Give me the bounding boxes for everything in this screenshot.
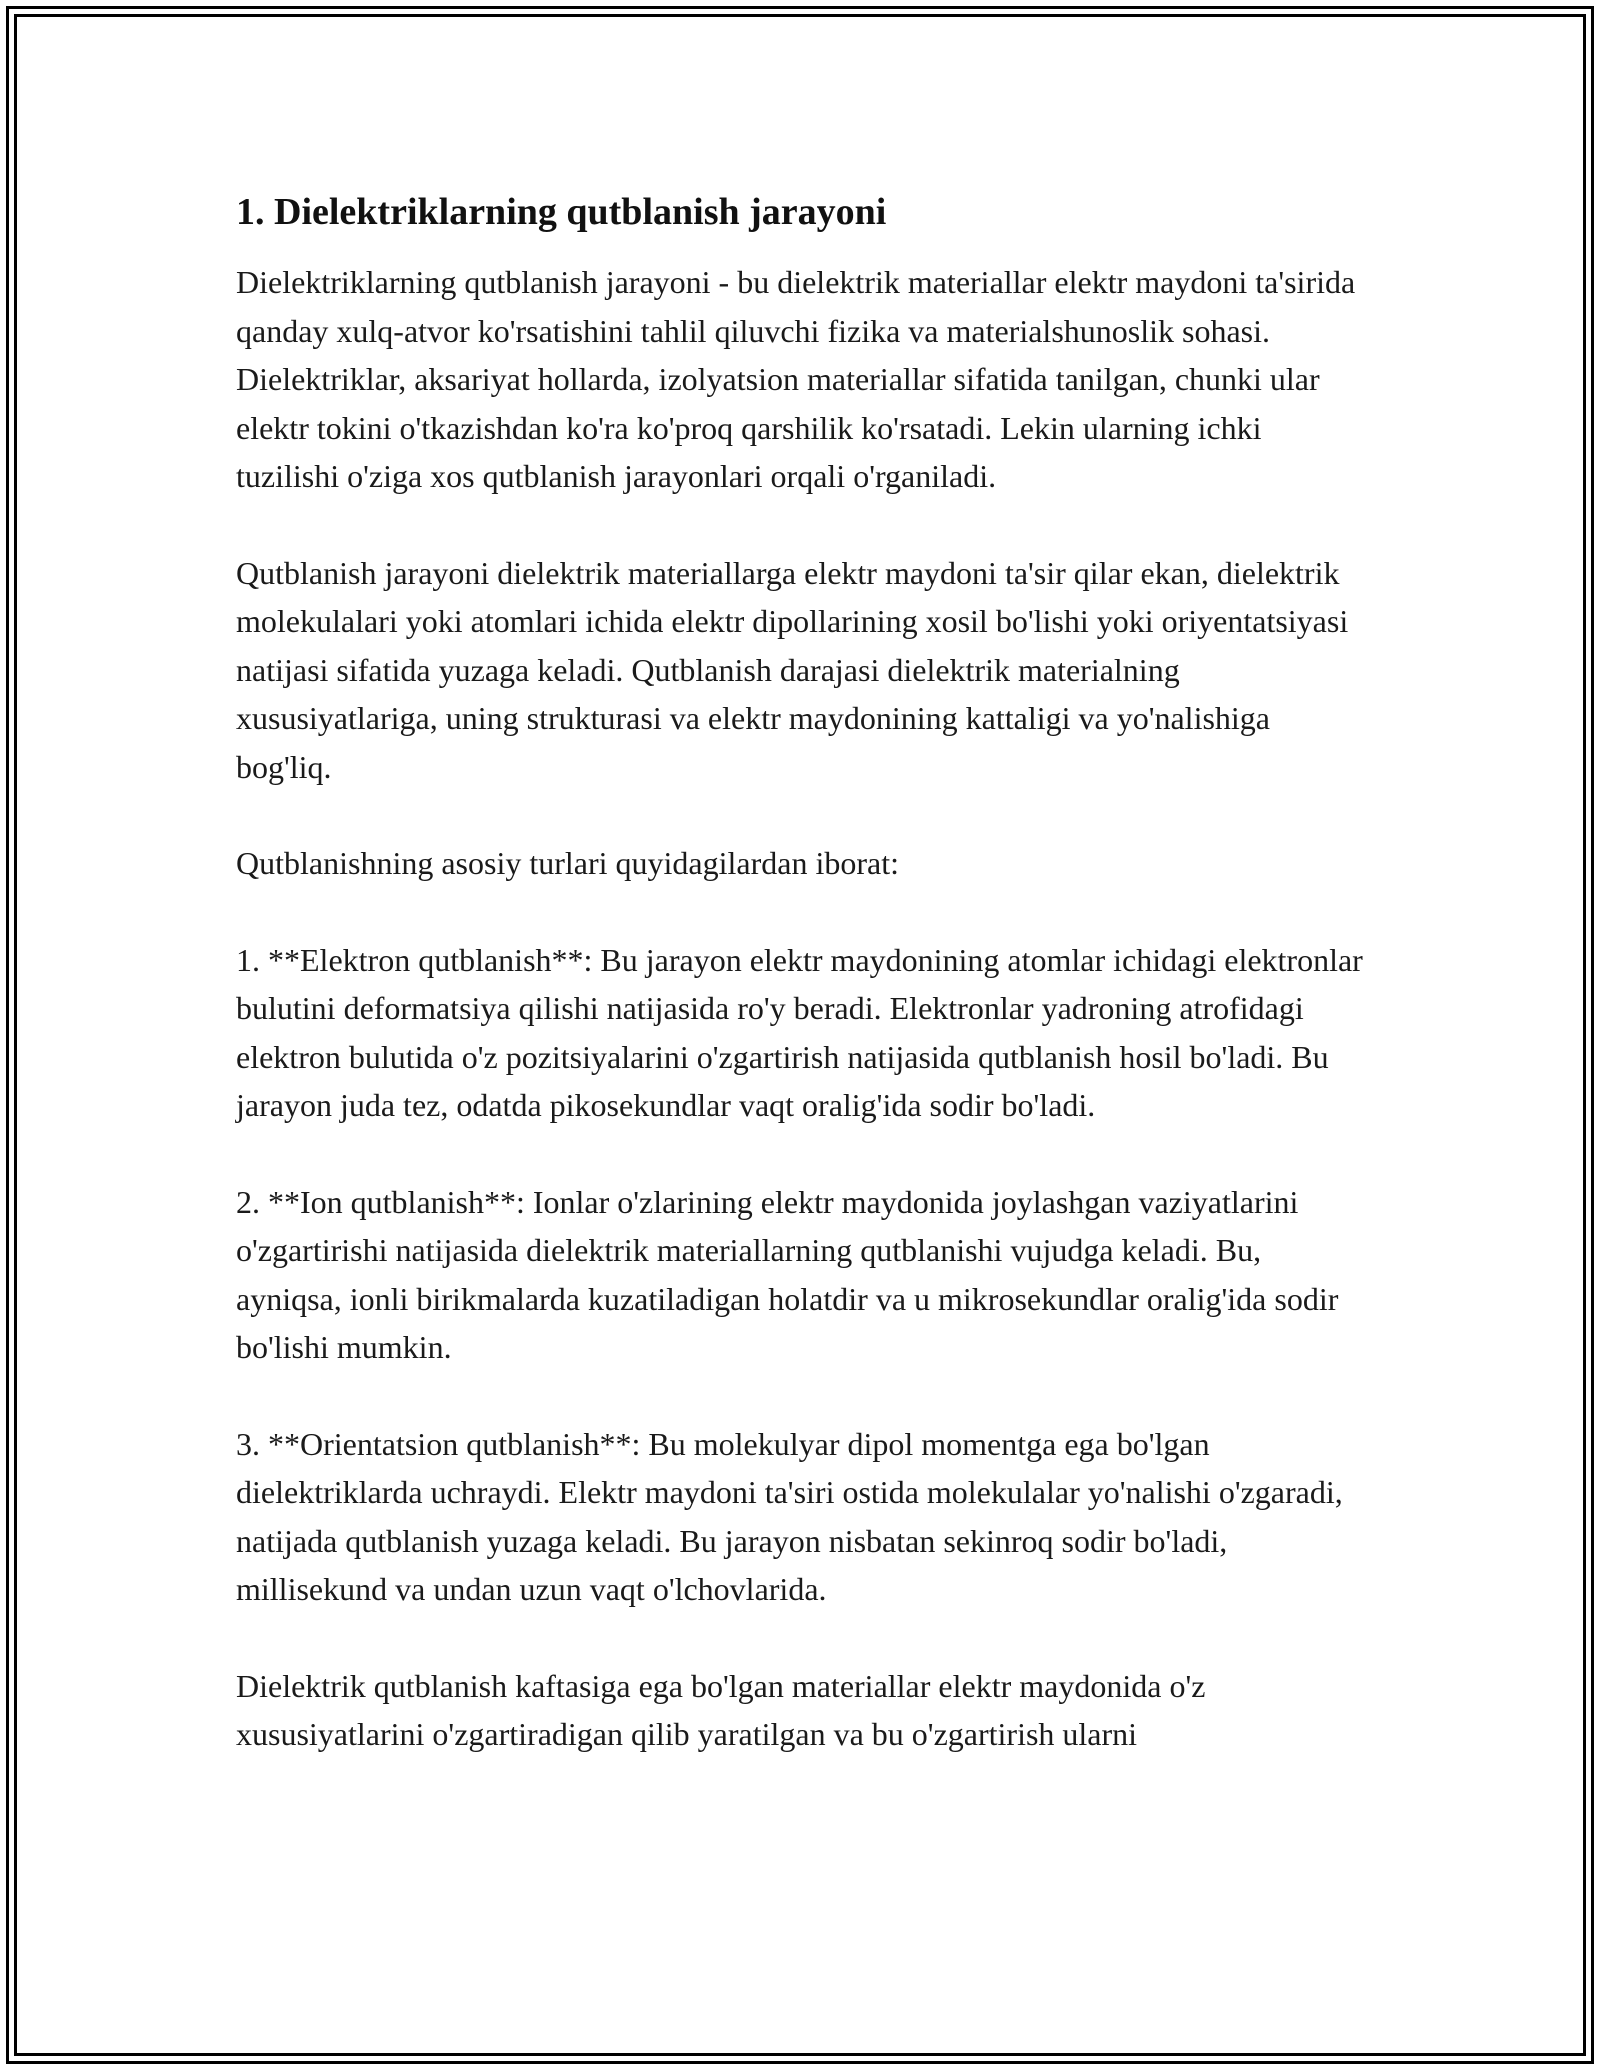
paragraph-intro: Dielektriklarning qutblanish jarayoni - bu dielektrik materiallar elektr maydoni ta'sirida qanday xulq-atvor ko'rsatishini tahlil qiluvchi fizika va materialshunoslik sohasi. Dielektriklar, aksariyat hollarda, izolyatsion materiallar sifatida tanilgan, chunki ular elektr tokini o'tkazishdan ko'ra ko'proq qarshilik ko'rsatadi. Lekin ularning ichki tuzilishi o'ziga xos qutblanish jarayonlari orqali o'rganiladi.	[236, 264, 1356, 494]
paragraph-types-heading: Qutblanishning asosiy turlari quyidagilardan iborat:	[236, 845, 899, 881]
list-item-electron-polarization: 1. **Elektron qutblanish**: Bu jarayon elektr maydonining atomlar ichidagi elektronlar bulutini deformatsiya qilishi natijasida ro'y beradi. Elektronlar yadroning atrofidagi elektron bulutida o'z pozitsiyalarini o'zgartirish natijasida qutblanish hosil bo'ladi. Bu jarayon juda tez, odatda pikosekundlar vaqt oralig'ida sodir bo'ladi.	[236, 941, 1363, 1123]
paragraph-conclusion: Dielektrik qutblanish kaftasiga ega bo'lgan materiallar elektr maydonida o'z xususiyatlarini o'zgartiradigan qilib yaratilgan va bu o'zgartirish ularni	[236, 1667, 1206, 1752]
document-title: 1. Dielektriklarning qutblanish jarayoni	[236, 191, 887, 233]
list-item-orientation-polarization: 3. **Orientatsion qutblanish**: Bu molekulyar dipol momentga ega bo'lgan dielektriklarda uchraydi. Elektr maydoni ta'siri ostida molekulalar yo'nalishi o'zgaradi, natijada qutblanish yuzaga keladi. Bu jarayon nisbatan sekinroq sodir bo'ladi, millisekund va undan uzun vaqt o'lchovlarida.	[236, 1425, 1343, 1607]
document-body	[236, 186, 1366, 1759]
paragraph-polarization-process: Qutblanish jarayoni dielektrik materiallarga elektr maydoni ta'sir qilar ekan, dielektrik molekulalari yoki atomlari ichida elektr dipollarining xosil bo'lishi yoki oriyentatsiyasi natijasi sifatida yuzaga keladi. Qutblanish darajasi dielektrik materialning xususiyatlariga, uning strukturasi va elektr maydonining kattaligi va yo'nalishiga bog'liq.	[236, 554, 1349, 785]
list-item-ion-polarization: 2. **Ion qutblanish**: Ionlar o'zlarining elektr maydonida joylashgan vaziyatlarini o'zgartirishi natijasida dielektrik materiallarning qutblanishi vujudga keladi. Bu, ayniqsa, ionli birikmalarda kuzatiladigan holatdir va u mikrosekundlar oralig'ida sodir bo'lishi mumkin.	[236, 1183, 1339, 1365]
